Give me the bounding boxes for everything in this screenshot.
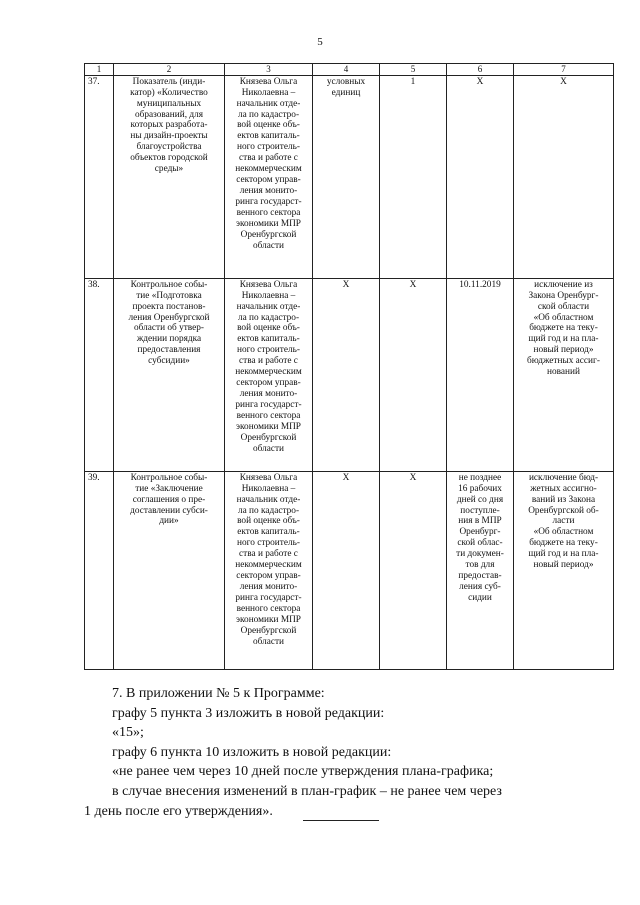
- cell-text-line: ления монито-: [239, 186, 298, 197]
- cell-text-line: венного сектора: [236, 604, 301, 615]
- cell-text-line: некоммерческим: [235, 560, 302, 571]
- cell-text-line: Оренбург-: [459, 527, 501, 538]
- cell-text-line: вой оценке объ-: [237, 323, 300, 334]
- deadline-cell: [447, 278, 514, 471]
- paragraph: в случае внесения изменений в план-график – не ранее чем через: [112, 783, 502, 799]
- cell-text-line: вой оценке объ-: [237, 516, 300, 527]
- cell-text-line: новый период»: [533, 560, 594, 571]
- cell-text-line: начальник отде-: [236, 98, 301, 109]
- cell-text-line: области: [252, 637, 285, 648]
- cell-text-line: исключение бюд-: [528, 472, 599, 483]
- cell-text-line: которых разработа-: [130, 120, 208, 131]
- item-name-cell: [114, 75, 225, 278]
- cell-text-line: дней со дня: [456, 494, 504, 505]
- cell-text-line: соглашения о пре-: [132, 494, 206, 505]
- cell-text-line: Показатель (инди-: [132, 76, 206, 87]
- cell-text-line: экономики МПР: [236, 422, 301, 433]
- closing-divider: [303, 820, 379, 821]
- unit-cell: [313, 75, 380, 278]
- program-table: [84, 63, 614, 670]
- item-name-cell: [114, 278, 225, 471]
- page-number: 5: [317, 36, 323, 48]
- note-cell: [514, 75, 614, 278]
- cell-text-line: тие «Подготовка: [136, 290, 202, 301]
- cell-text-line: ринга государст-: [235, 400, 302, 411]
- note-cell: [514, 278, 614, 471]
- cell-text-line: доставлении субси-: [130, 505, 208, 516]
- cell-text-line: щий год и на пла-: [528, 549, 599, 560]
- cell-text-line: единиц: [331, 87, 361, 98]
- cell-text-line: ного строитель-: [237, 345, 300, 356]
- row-number-cell: 37.: [85, 75, 114, 278]
- cell-text-line: X: [476, 76, 484, 87]
- table-row: [85, 471, 614, 669]
- cell-text-line: 10.11.2019: [459, 279, 501, 290]
- paragraph: «15»;: [112, 725, 144, 741]
- cell-text-line: сектором управ-: [236, 571, 301, 582]
- paragraph: графу 5 пункта 3 изложить в новой редакции:: [112, 705, 385, 721]
- cell-text-line: некоммерческим: [235, 367, 302, 378]
- cell-text-line: ного строитель-: [237, 538, 300, 549]
- cell-text-line: области: [252, 241, 285, 252]
- cell-text-line: бюджетных ассиг-: [527, 356, 600, 367]
- cell-text-line: X: [342, 472, 350, 483]
- cell-text-line: ления Оренбургской: [128, 312, 210, 323]
- cell-text-line: Контрольное собы-: [130, 472, 208, 483]
- cell-text-line: ства и работе с: [239, 153, 298, 164]
- row-number-cell: 38.: [85, 278, 114, 471]
- cell-text-line: щий год и на пла-: [528, 334, 599, 345]
- cell-text-line: ектов капиталь-: [237, 131, 300, 142]
- paragraph: графу 6 пункта 10 изложить в новой редакции:: [112, 744, 392, 760]
- cell-text-line: Оренбургской: [240, 626, 297, 637]
- deadline-cell: [447, 471, 514, 669]
- cell-text-line: ла по кадастро-: [237, 505, 300, 516]
- column-header: 6: [447, 64, 514, 76]
- cell-text-line: ного строитель-: [237, 142, 300, 153]
- note-cell: [514, 471, 614, 669]
- cell-text-line: экономики МПР: [236, 219, 301, 230]
- paragraph: «не ранее чем через 10 дней после утверждения плана-графика;: [112, 764, 494, 780]
- cell-text-line: сидии: [468, 593, 492, 604]
- cell-text-line: области: [252, 444, 285, 455]
- cell-text-line: 16 рабочих: [458, 483, 502, 494]
- column-header: 7: [514, 64, 614, 76]
- cell-text-line: Оренбургской: [240, 433, 297, 444]
- cell-text-line: ринга государст-: [235, 197, 302, 208]
- cell-text-line: ждении порядка: [136, 334, 202, 345]
- cell-text-line: Контрольное собы-: [130, 279, 208, 290]
- cell-text-line: некоммерческим: [235, 164, 302, 175]
- cell-text-line: X: [560, 76, 567, 87]
- cell-text-line: новый период»: [533, 345, 594, 356]
- cell-text-line: тов для: [465, 560, 495, 571]
- cell-text-line: ления суб-: [459, 582, 501, 593]
- row-number-cell: 39.: [85, 471, 114, 669]
- cell-text-line: Князева Ольга: [239, 76, 298, 87]
- amendment-text: [84, 684, 612, 821]
- cell-text-line: нований: [547, 367, 580, 378]
- column-header: 5: [380, 64, 447, 76]
- cell-text-line: области об утвер-: [133, 323, 205, 334]
- cell-text-line: вой оценке объ-: [237, 120, 300, 131]
- cell-text-line: Закона Оренбург-: [528, 290, 599, 301]
- cell-text-line: ской области: [537, 301, 590, 312]
- cell-text-line: тие «Заключение: [135, 483, 203, 494]
- value-cell: X: [380, 278, 447, 471]
- cell-text-line: не позднее: [458, 472, 502, 483]
- unit-cell: [313, 471, 380, 669]
- cell-text-line: сектором управ-: [236, 175, 301, 186]
- value-cell: 1: [380, 75, 447, 278]
- cell-text-line: ектов капиталь-: [237, 527, 300, 538]
- cell-text-line: проекта постанов-: [132, 301, 206, 312]
- paragraph: 1 день после его утверждения».: [84, 803, 273, 819]
- cell-text-line: образований, для: [134, 109, 204, 120]
- cell-text-line: Князева Ольга: [239, 472, 298, 483]
- column-header: 4: [313, 64, 380, 76]
- cell-text-line: ласти: [552, 516, 575, 527]
- deadline-cell: [447, 75, 514, 278]
- cell-text-line: Оренбургской: [240, 230, 297, 241]
- column-header: 2: [114, 64, 225, 76]
- cell-text-line: среды»: [154, 164, 184, 175]
- cell-text-line: ской облас-: [457, 538, 503, 549]
- cell-text-line: Князева Ольга: [239, 279, 298, 290]
- cell-text-line: ления монито-: [239, 582, 298, 593]
- cell-text-line: условных: [326, 76, 366, 87]
- cell-text-line: предоставления: [137, 345, 201, 356]
- cell-text-line: сектором управ-: [236, 378, 301, 389]
- cell-text-line: Оренбургской об-: [528, 505, 599, 516]
- unit-cell: [313, 278, 380, 471]
- item-name-cell: [114, 471, 225, 669]
- cell-text-line: жетных ассигно-: [530, 483, 597, 494]
- cell-text-line: субсидии»: [148, 356, 190, 367]
- table-row: [85, 278, 614, 471]
- cell-text-line: венного сектора: [236, 208, 301, 219]
- column-header: 1: [85, 64, 114, 76]
- cell-text-line: ектов капиталь-: [237, 334, 300, 345]
- cell-text-line: Николаевна –: [241, 87, 296, 98]
- cell-text-line: муниципальных: [136, 98, 202, 109]
- cell-text-line: X: [342, 279, 350, 290]
- cell-text-line: ти докумен-: [456, 549, 504, 560]
- cell-text-line: «Об областном: [533, 312, 594, 323]
- cell-text-line: дии»: [159, 516, 179, 527]
- cell-text-line: поступле-: [460, 505, 500, 516]
- cell-text-line: благоустройства: [136, 142, 202, 153]
- cell-text-line: бюджете на теку-: [529, 323, 598, 334]
- cell-text-line: объектов городской: [130, 153, 208, 164]
- paragraph: 7. В приложении № 5 к Программе:: [112, 686, 325, 701]
- responsible-cell: [225, 278, 313, 471]
- cell-text-line: исключение из: [534, 279, 593, 290]
- responsible-cell: [225, 471, 313, 669]
- cell-text-line: «Об областном: [533, 527, 594, 538]
- cell-text-line: Николаевна –: [241, 290, 296, 301]
- cell-text-line: ваний из Закона: [531, 494, 596, 505]
- table-row: [85, 75, 614, 278]
- cell-text-line: предостав-: [458, 571, 502, 582]
- cell-text-line: венного сектора: [236, 411, 301, 422]
- column-header: 3: [225, 64, 313, 76]
- cell-text-line: ны дизайн-проекты: [130, 131, 208, 142]
- cell-text-line: ла по кадастро-: [237, 312, 300, 323]
- cell-text-line: ства и работе с: [239, 356, 298, 367]
- cell-text-line: катор) «Количество: [130, 87, 208, 98]
- cell-text-line: ления монито-: [239, 389, 298, 400]
- cell-text-line: бюджете на теку-: [529, 538, 598, 549]
- cell-text-line: ринга государст-: [235, 593, 302, 604]
- cell-text-line: Николаевна –: [241, 483, 296, 494]
- cell-text-line: начальник отде-: [236, 301, 301, 312]
- value-cell: X: [380, 471, 447, 669]
- cell-text-line: ства и работе с: [239, 549, 298, 560]
- cell-text-line: экономики МПР: [236, 615, 301, 626]
- responsible-cell: [225, 75, 313, 278]
- cell-text-line: начальник отде-: [236, 494, 301, 505]
- cell-text-line: ния в МПР: [458, 516, 502, 527]
- table-header-row: [85, 64, 614, 76]
- cell-text-line: ла по кадастро-: [237, 109, 300, 120]
